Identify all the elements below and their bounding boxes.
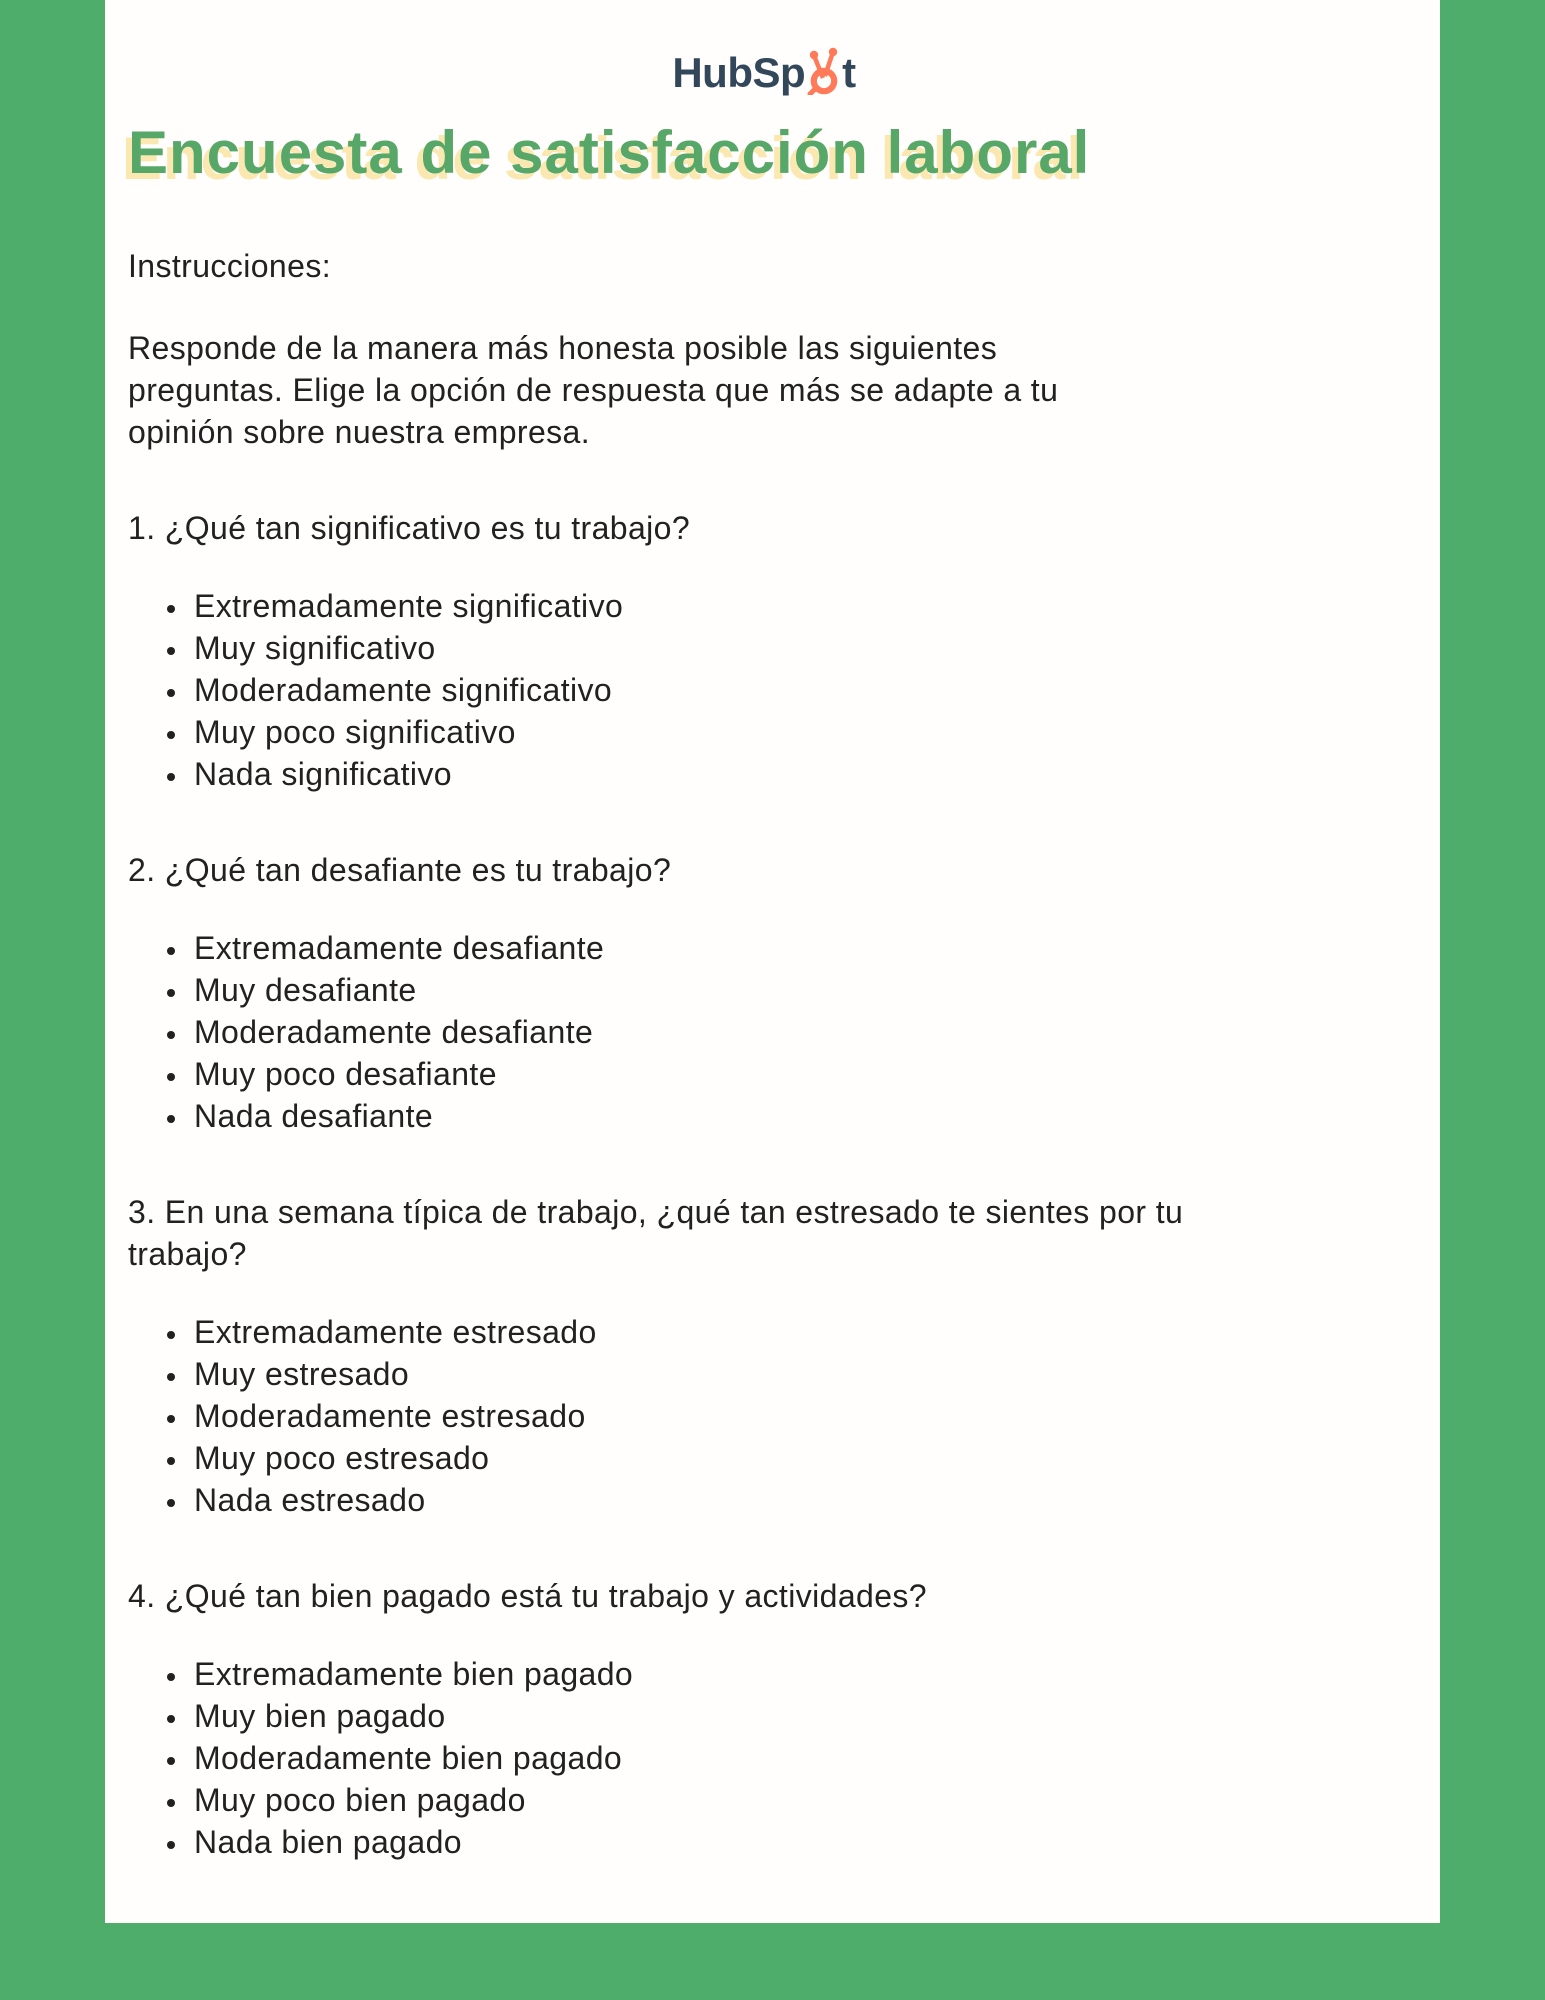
option-item: • Muy poco estresado (190, 1437, 1400, 1479)
option-item: • Muy poco desafiante (190, 1053, 1400, 1095)
instructions-label: Instrucciones: (128, 248, 332, 284)
option-item: • Muy poco bien pagado (190, 1779, 1400, 1821)
option-item: • Nada significativo (190, 753, 1400, 795)
question-2-label: 2. ¿Qué tan desafiante es tu trabajo? (128, 852, 672, 888)
option-item: • Extremadamente bien pagado (190, 1653, 1400, 1695)
option-item: • Muy desafiante (190, 969, 1400, 1011)
option-item: • Moderadamente bien pagado (190, 1737, 1400, 1779)
option-item: • Nada estresado (190, 1479, 1400, 1521)
option-item: • Nada bien pagado (190, 1821, 1400, 1863)
option-item: • Muy significativo (190, 627, 1400, 669)
document-page (105, 0, 1440, 1923)
option-item: • Moderadamente estresado (190, 1395, 1400, 1437)
hubspot-logo (128, 0, 1400, 94)
option-item: • Extremadamente estresado (190, 1311, 1400, 1353)
option-item: • Muy poco significativo (190, 711, 1400, 753)
option-item: • Moderadamente significativo (190, 669, 1400, 711)
question-3-options (128, 1311, 1400, 1521)
question-1-options (128, 585, 1400, 795)
option-item: • Extremadamente desafiante (190, 927, 1400, 969)
question-2-options (128, 927, 1400, 1137)
option-item: • Moderadamente desafiante (190, 1011, 1400, 1053)
question-4-label: 4. ¿Qué tan bien pagado está tu trabajo y actividades? (128, 1578, 928, 1614)
hubspot-sprocket-icon (806, 45, 842, 95)
option-item: • Extremadamente significativo (190, 585, 1400, 627)
hubspot-logo-text-right: t (842, 49, 856, 96)
hubspot-logo-text-left: HubSp (672, 49, 806, 96)
option-item: • Muy bien pagado (190, 1695, 1400, 1737)
question-4-options (128, 1653, 1400, 1863)
question-1-label: 1. ¿Qué tan significativo es tu trabajo? (128, 510, 691, 546)
question-3-label: 3. En una semana típica de trabajo, ¿qué tan estresado te sientes por tu trabajo? (128, 1194, 1184, 1272)
option-item: • Nada desafiante (190, 1095, 1400, 1137)
intro-paragraph: Responde de la manera más honesta posible las siguientes preguntas. Elige la opción de respuesta que más se adapte a tu opinión sobre nuestra empresa. (128, 330, 1059, 450)
page-title: Encuesta de satisfacción laboral (128, 119, 1091, 186)
option-item: • Muy estresado (190, 1353, 1400, 1395)
